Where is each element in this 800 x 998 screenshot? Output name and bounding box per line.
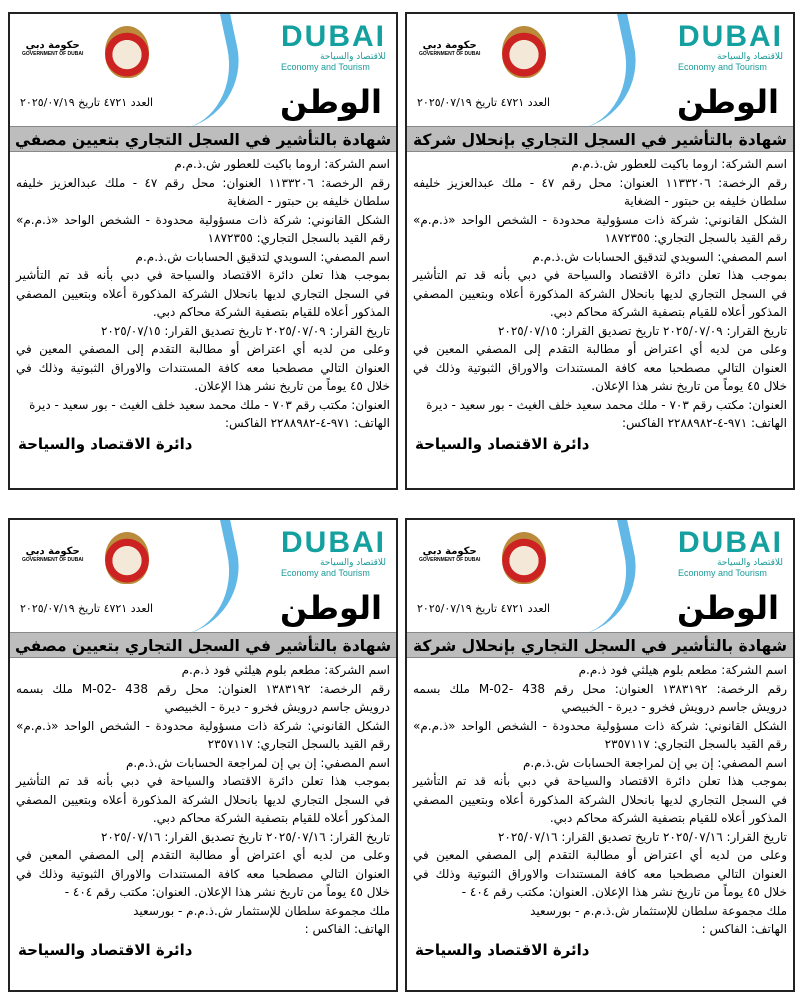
notice-line: الشكل القانوني: شركة ذات مسؤولية محدودة - الشخص الواحد «ذ.م.م» (413, 212, 787, 227)
government-of-dubai-logo (22, 546, 83, 563)
notice-line: الهاتف: ٩٧١-٤-٢٢٨٨٩٨٢ الفاكس: (622, 416, 787, 430)
notice-line: رقم الرخصة: ١٣٨٣١٩٢ العنوان: محل رقم 438 -M-02 ملك بسمه (413, 681, 787, 696)
dubai-logo-arabic: للاقتصاد والسياحة (716, 558, 783, 568)
notice-line: وعلى من لديه أي اعتراض أو مطالبة التقدم إلى المصفي المعين في (413, 848, 787, 862)
dubai-economy-tourism-logo (281, 22, 386, 72)
notice-line: اسم المصفي: السويدي لتدقيق الحسابات ش.ذ.م.م (135, 249, 390, 264)
dubai-logo-arabic: للاقتصاد والسياحة (716, 52, 783, 62)
notice-line: درويش جاسم درويش فخرو - ديرة - الخبيصي (561, 700, 787, 714)
notice-title: شهادة بالتأشير في السجل التجاري بتعيين مصفي (10, 632, 396, 658)
notice-line: تاريخ القرار: ٢٠٢٥/٠٧/١٦ تاريخ تصديق القرار: ٢٠٢٥/٠٧/١٦ (497, 829, 787, 844)
notice-title: شهادة بالتأشير في السجل التجاري بإنحلال شركة (407, 126, 793, 152)
department-signature: دائرة الاقتصاد والسياحة (415, 940, 590, 959)
notice-line: الشكل القانوني: شركة ذات مسؤولية محدودة - الشخص الواحد «ذ.م.م» (413, 718, 787, 733)
government-of-dubai-logo (22, 40, 83, 57)
dubai-logo-text: DUBAI (678, 526, 783, 559)
government-of-dubai-logo (419, 40, 480, 57)
notice-body (407, 152, 793, 433)
notice-line: خلال ٤٥ يوماً من تاريخ نشر هذا الإعلان. (591, 379, 787, 393)
department-signature: دائرة الاقتصاد والسياحة (18, 940, 193, 959)
notice-body (10, 152, 396, 433)
dubai-logo-text: DUBAI (678, 20, 783, 53)
notice-line: اسم المصفي: السويدي لتدقيق الحسابات ش.ذ.م.م (532, 249, 787, 264)
gov-english: GOVERNMENT OF DUBAI (419, 557, 481, 563)
swoosh-decoration (545, 12, 648, 131)
notice-line: سلطان خليفه بن حبتور - الضغاية (623, 194, 787, 208)
dubai-economy-tourism-logo (678, 22, 783, 72)
swoosh-decoration (148, 518, 251, 637)
notice-line: في السجل التجاري لديها بانحلال الشركة المذكورة أعلاه وبتعيين المصفي (413, 792, 787, 807)
notice-line: تاريخ القرار: ٢٠٢٥/٠٧/٠٩ تاريخ تصديق القرار: ٢٠٢٥/٠٧/١٥ (497, 323, 787, 338)
notice-line: رقم القيد بالسجل التجاري: ٢٣٥٧١١٧ (207, 737, 390, 751)
notice-line: تاريخ القرار: ٢٠٢٥/٠٧/١٦ تاريخ تصديق القرار: ٢٠٢٥/٠٧/١٦ (100, 829, 390, 844)
gov-arabic: حكومة دبي (422, 546, 477, 557)
gov-english: GOVERNMENT OF DUBAI (419, 51, 481, 57)
notice-line: وعلى من لديه أي اعتراض أو مطالبة التقدم إلى المصفي المعين في (16, 848, 390, 862)
notice-header (407, 520, 793, 632)
issue-date: العدد ٤٧٢١ تاريخ ٢٠٢٥/٠٧/١٩ (20, 96, 154, 109)
notice-line: سلطان خليفه بن حبتور - الضغاية (226, 194, 390, 208)
issue-date: العدد ٤٧٢١ تاريخ ٢٠٢٥/٠٧/١٩ (20, 602, 154, 615)
swoosh-decoration (545, 518, 648, 637)
notice-line: خلال ٤٥ يوماً من تاريخ نشر هذا الإعلان. العنوان: مكتب رقم ٤٠٤ - (461, 885, 787, 899)
dubai-logo-text: DUBAI (281, 20, 386, 53)
notice-line: رقم الرخصة: ١١٣٣٢٠٦ العنوان: محل رقم ٤٧ - ملك عبدالعزيز خليفه (413, 175, 788, 190)
notice-line: بموجب هذا تعلن دائرة الاقتصاد والسياحة في دبي بأنه قد تم التأشير (413, 774, 787, 788)
government-crest-icon (105, 532, 149, 584)
notice-line: وعلى من لديه أي اعتراض أو مطالبة التقدم إلى المصفي المعين في (413, 342, 787, 356)
notice-header (10, 520, 396, 632)
newspaper-masthead: الوطن (280, 589, 382, 627)
notice-line: الهاتف: الفاكس : (304, 922, 390, 936)
notice-line: رقم القيد بالسجل التجاري: ١٨٧٢٣٥٥ (207, 231, 390, 245)
gov-english: GOVERNMENT OF DUBAI (22, 557, 84, 563)
notice-line: رقم الرخصة: ١١٣٣٢٠٦ العنوان: محل رقم ٤٧ - ملك عبدالعزيز خليفه (16, 175, 391, 190)
notice-line: في السجل التجاري لديها بانحلال الشركة المذكورة أعلاه وبتعيين المصفي (413, 286, 787, 301)
notice-line: رقم القيد بالسجل التجاري: ٢٣٥٧١١٧ (604, 737, 787, 751)
notice-line: ملك مجموعة سلطان للإستثمار ش.ذ.م.م - بورسعيد (133, 903, 390, 918)
notice-panel (405, 518, 795, 992)
newspaper-masthead: الوطن (677, 589, 779, 627)
notice-line: رقم القيد بالسجل التجاري: ١٨٧٢٣٥٥ (604, 231, 787, 245)
notice-panel (8, 518, 398, 992)
notice-line: تاريخ القرار: ٢٠٢٥/٠٧/٠٩ تاريخ تصديق القرار: ٢٠٢٥/٠٧/١٥ (100, 323, 390, 338)
dubai-economy-tourism-logo (678, 528, 783, 578)
notice-line: العنوان: مكتب رقم ٧٠٣ - ملك محمد سعيد خلف الغيث - بور سعيد - ديرة (29, 397, 390, 412)
gov-arabic: حكومة دبي (422, 40, 477, 51)
notice-line: الهاتف: الفاكس : (701, 922, 787, 936)
notice-line: المذكور أعلاه للقيام بتصفية الشركة محاكم دبي. (549, 811, 787, 825)
gov-arabic: حكومة دبي (25, 40, 80, 51)
swoosh-decoration (148, 12, 251, 131)
notice-line: المذكور أعلاه للقيام بتصفية الشركة محاكم دبي. (152, 305, 390, 319)
notice-line: العنوان التالي مصطحبا معه كافة المستندات والاوراق الثبوتية وذلك في (413, 360, 787, 375)
notice-line: اسم الشركة: اروما باكيت للعطور ش.ذ.م.م (174, 157, 390, 171)
dubai-logo-text: DUBAI (281, 526, 386, 559)
notice-line: بموجب هذا تعلن دائرة الاقتصاد والسياحة في دبي بأنه قد تم التأشير (16, 268, 390, 282)
notice-body (407, 658, 793, 939)
notice-line: رقم الرخصة: ١٣٨٣١٩٢ العنوان: محل رقم 438 -M-02 ملك بسمه (16, 681, 390, 696)
notice-line: اسم المصفي: إن بي إن لمراجعة الحسابات ش.ذ.م.م (125, 755, 390, 770)
notice-line: اسم الشركة: اروما باكيت للعطور ش.ذ.م.م (571, 157, 787, 171)
dubai-logo-english: Economy and Tourism (678, 62, 767, 72)
notice-line: المذكور أعلاه للقيام بتصفية الشركة محاكم دبي. (152, 811, 390, 825)
notice-title: شهادة بالتأشير في السجل التجاري بإنحلال شركة (407, 632, 793, 658)
notice-line: العنوان التالي مصطحبا معه كافة المستندات والاوراق الثبوتية وذلك في (413, 866, 787, 881)
notice-line: اسم المصفي: إن بي إن لمراجعة الحسابات ش.ذ.م.م (522, 755, 787, 770)
government-crest-icon (502, 26, 546, 78)
notice-line: اسم الشركة: مطعم بلوم هيلثي فود ذ.م.م (578, 663, 787, 677)
notice-line: الهاتف: ٩٧١-٤-٢٢٨٨٩٨٢ الفاكس: (225, 416, 390, 430)
dubai-logo-arabic: للاقتصاد والسياحة (319, 52, 386, 62)
notice-line: العنوان: مكتب رقم ٧٠٣ - ملك محمد سعيد خلف الغيث - بور سعيد - ديرة (426, 397, 787, 412)
notice-line: العنوان التالي مصطحبا معه كافة المستندات والاوراق الثبوتية وذلك في (16, 866, 390, 881)
notice-line: بموجب هذا تعلن دائرة الاقتصاد والسياحة في دبي بأنه قد تم التأشير (413, 268, 787, 282)
notice-line: ملك مجموعة سلطان للإستثمار ش.ذ.م.م - بورسعيد (530, 903, 787, 918)
government-crest-icon (502, 532, 546, 584)
issue-date: العدد ٤٧٢١ تاريخ ٢٠٢٥/٠٧/١٩ (417, 602, 551, 615)
dubai-logo-english: Economy and Tourism (281, 568, 370, 578)
notice-line: المذكور أعلاه للقيام بتصفية الشركة محاكم دبي. (549, 305, 787, 319)
notice-line: العنوان التالي مصطحبا معه كافة المستندات والاوراق الثبوتية وذلك في (16, 360, 390, 375)
notice-line: خلال ٤٥ يوماً من تاريخ نشر هذا الإعلان. العنوان: مكتب رقم ٤٠٤ - (64, 885, 390, 899)
notice-line: درويش جاسم درويش فخرو - ديرة - الخبيصي (164, 700, 390, 714)
government-crest-icon (105, 26, 149, 78)
notice-panel (405, 12, 795, 490)
notice-line: وعلى من لديه أي اعتراض أو مطالبة التقدم إلى المصفي المعين في (16, 342, 390, 356)
notice-header (10, 14, 396, 126)
notice-panel (8, 12, 398, 490)
gov-english: GOVERNMENT OF DUBAI (22, 51, 84, 57)
notice-line: في السجل التجاري لديها بانحلال الشركة المذكورة أعلاه وبتعيين المصفي (16, 792, 390, 807)
newspaper-masthead: الوطن (677, 83, 779, 121)
notice-body (10, 658, 396, 939)
dubai-logo-arabic: للاقتصاد والسياحة (319, 558, 386, 568)
newspaper-masthead: الوطن (280, 83, 382, 121)
notice-line: الشكل القانوني: شركة ذات مسؤولية محدودة - الشخص الواحد «ذ.م.م» (16, 212, 390, 227)
department-signature: دائرة الاقتصاد والسياحة (18, 434, 193, 453)
department-signature: دائرة الاقتصاد والسياحة (415, 434, 590, 453)
notice-header (407, 14, 793, 126)
dubai-economy-tourism-logo (281, 528, 386, 578)
notice-line: خلال ٤٥ يوماً من تاريخ نشر هذا الإعلان. (194, 379, 390, 393)
notice-title: شهادة بالتأشير في السجل التجاري بتعيين مصفي (10, 126, 396, 152)
gov-arabic: حكومة دبي (25, 546, 80, 557)
notice-line: اسم الشركة: مطعم بلوم هيلثي فود ذ.م.م (181, 663, 390, 677)
government-of-dubai-logo (419, 546, 480, 563)
dubai-logo-english: Economy and Tourism (281, 62, 370, 72)
notice-line: الشكل القانوني: شركة ذات مسؤولية محدودة - الشخص الواحد «ذ.م.م» (16, 718, 390, 733)
notice-line: في السجل التجاري لديها بانحلال الشركة المذكورة أعلاه وبتعيين المصفي (16, 286, 390, 301)
notice-line: بموجب هذا تعلن دائرة الاقتصاد والسياحة في دبي بأنه قد تم التأشير (16, 774, 390, 788)
dubai-logo-english: Economy and Tourism (678, 568, 767, 578)
issue-date: العدد ٤٧٢١ تاريخ ٢٠٢٥/٠٧/١٩ (417, 96, 551, 109)
